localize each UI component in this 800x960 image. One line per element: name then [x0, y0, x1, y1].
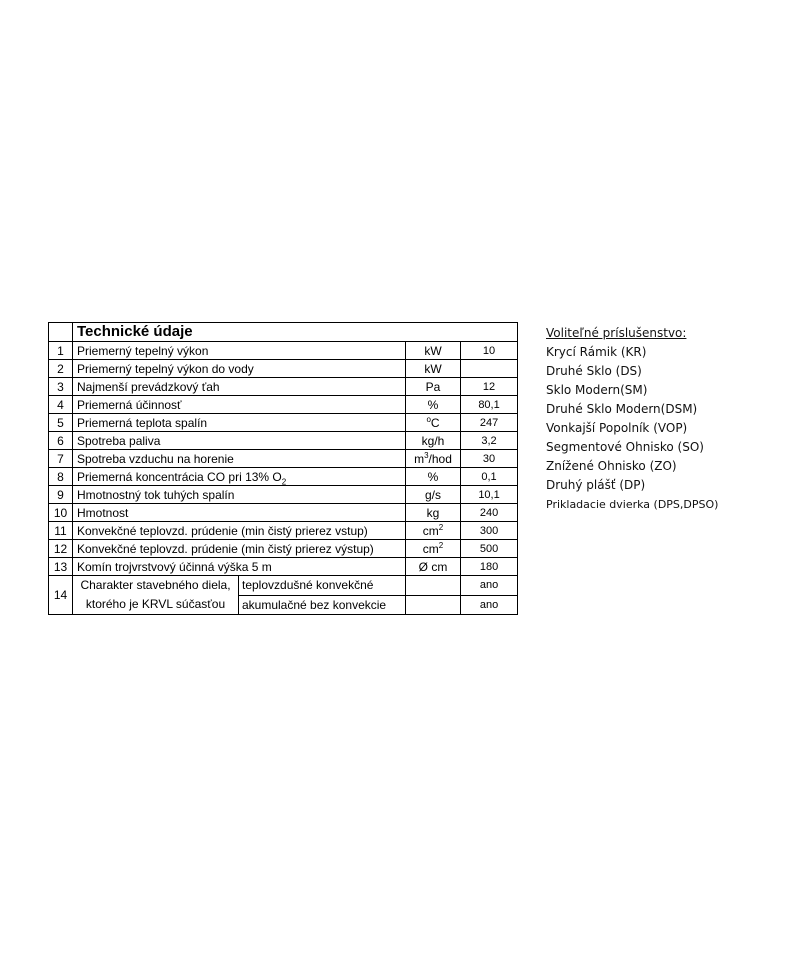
technical-data-table — [48, 322, 518, 615]
unit-prefix: m — [414, 451, 425, 466]
row-number: 12 — [49, 540, 73, 558]
row-label: Komín trojvrstvový účinná výška 5 m — [73, 558, 406, 576]
row-value: 180 — [461, 558, 518, 576]
row-number: 9 — [49, 486, 73, 504]
table-title-row — [49, 323, 518, 342]
unit-superscript: 3 — [424, 450, 429, 460]
row-unit: kg/h — [406, 432, 461, 450]
unit-text: cm — [422, 541, 439, 556]
label-subscript: 2 — [281, 476, 287, 486]
row-value: 240 — [461, 504, 518, 522]
row-number: 10 — [49, 504, 73, 522]
row-label: Najmenší prevádzkový ťah — [73, 378, 406, 396]
table-row — [49, 450, 518, 468]
row-label: Spotreba vzduchu na horenie — [73, 450, 406, 468]
row-label: Priemerná teplota spalín — [73, 414, 406, 432]
optional-accessories-list — [546, 324, 786, 514]
row-number: 6 — [49, 432, 73, 450]
row-value: 80,1 — [461, 396, 518, 414]
row-unit: Pa — [406, 378, 461, 396]
table-row — [49, 558, 518, 576]
row-value: 3,2 — [461, 432, 518, 450]
row-unit: kW — [406, 360, 461, 378]
row-unit — [406, 540, 461, 558]
row-value: 30 — [461, 450, 518, 468]
table-row — [49, 342, 518, 360]
row-unit — [406, 576, 461, 596]
row-label: Priemerný tepelný výkon — [73, 342, 406, 360]
table-row — [49, 360, 518, 378]
unit-superscript: 2 — [438, 522, 444, 532]
table-row — [49, 540, 518, 558]
table-row — [49, 432, 518, 450]
row-number: 3 — [49, 378, 73, 396]
list-item: Druhé Sklo Modern(DSM) — [546, 402, 698, 416]
table-row-14a — [49, 576, 518, 596]
row-number: 11 — [49, 522, 73, 540]
table-row — [49, 414, 518, 432]
table-row — [49, 486, 518, 504]
row-value: 10 — [461, 342, 518, 360]
row-number: 2 — [49, 360, 73, 378]
table-row — [49, 378, 518, 396]
list-item: Vonkajší Popolník (VOP) — [546, 421, 688, 435]
table-row — [49, 504, 518, 522]
row-number: 8 — [49, 468, 73, 486]
list-item: Prikladacie dvierka (DPS,DPSO) — [546, 498, 719, 511]
label-text: Priemerná koncentrácia CO pri 13% O — [77, 469, 282, 484]
row-value: 12 — [461, 378, 518, 396]
unit-text: cm — [422, 523, 439, 538]
list-item: Znížené Ohnisko (ZO) — [546, 459, 677, 473]
row-number: 14 — [49, 576, 73, 615]
accessories-title: Voliteľné príslušenstvo: — [546, 326, 687, 340]
row-value: 300 — [461, 522, 518, 540]
unit-superscript: o — [426, 414, 431, 424]
row-value: ano — [461, 595, 518, 615]
row-label: Spotreba paliva — [73, 432, 406, 450]
row-unit: % — [406, 396, 461, 414]
table-row — [49, 468, 518, 486]
list-item: Druhé Sklo (DS) — [546, 364, 642, 378]
row-number: 13 — [49, 558, 73, 576]
construction-character-line1: Charakter stavebného diela, — [80, 578, 231, 592]
row-unit: % — [406, 468, 461, 486]
row-unit — [406, 414, 461, 432]
row-number: 4 — [49, 396, 73, 414]
row-value: 10,1 — [461, 486, 518, 504]
row-unit: Ø cm — [406, 558, 461, 576]
row-value: ano — [461, 576, 518, 596]
row-label — [73, 468, 406, 486]
row-number: 7 — [49, 450, 73, 468]
unit-text: C — [430, 415, 440, 430]
row-unit — [406, 522, 461, 540]
row-unit — [406, 595, 461, 615]
row-value: 0,1 — [461, 468, 518, 486]
list-item: Krycí Rámik (KR) — [546, 345, 647, 359]
table-row — [49, 396, 518, 414]
table-row — [49, 522, 518, 540]
row-label: Priemerný tepelný výkon do vody — [73, 360, 406, 378]
row-label: Hmotnostný tok tuhých spalín — [73, 486, 406, 504]
row-unit: kg — [406, 504, 461, 522]
row-label: Konvekčné teplovzd. prúdenie (min čistý prierez výstup) — [73, 540, 406, 558]
row-value — [461, 360, 518, 378]
row-label: Priemerná účinnosť — [73, 396, 406, 414]
list-item: Druhý plášť (DP) — [546, 478, 646, 492]
row-value: 500 — [461, 540, 518, 558]
unit-text: /hod — [428, 451, 452, 466]
row-value: 247 — [461, 414, 518, 432]
row-unit: g/s — [406, 486, 461, 504]
row-unit: kW — [406, 342, 461, 360]
row-unit — [406, 450, 461, 468]
list-item: Sklo Modern(SM) — [546, 383, 648, 397]
row-number: 5 — [49, 414, 73, 432]
list-item: Segmentové Ohnisko (SO) — [546, 440, 704, 454]
unit-superscript: 2 — [438, 540, 444, 550]
table-title: Technické údaje — [73, 323, 518, 342]
sub-row-label: akumulačné bez konvekcie — [239, 595, 406, 615]
row-number: 1 — [49, 342, 73, 360]
row-label: Konvekčné teplovzd. prúdenie (min čistý prierez vstup) — [73, 522, 406, 540]
construction-character-cell — [73, 576, 239, 615]
row-label: Hmotnost — [73, 504, 406, 522]
sub-row-label: teplovzdušné konvekčné — [239, 576, 406, 596]
construction-character-line2: ktorého je KRVL súčasťou — [85, 597, 226, 611]
